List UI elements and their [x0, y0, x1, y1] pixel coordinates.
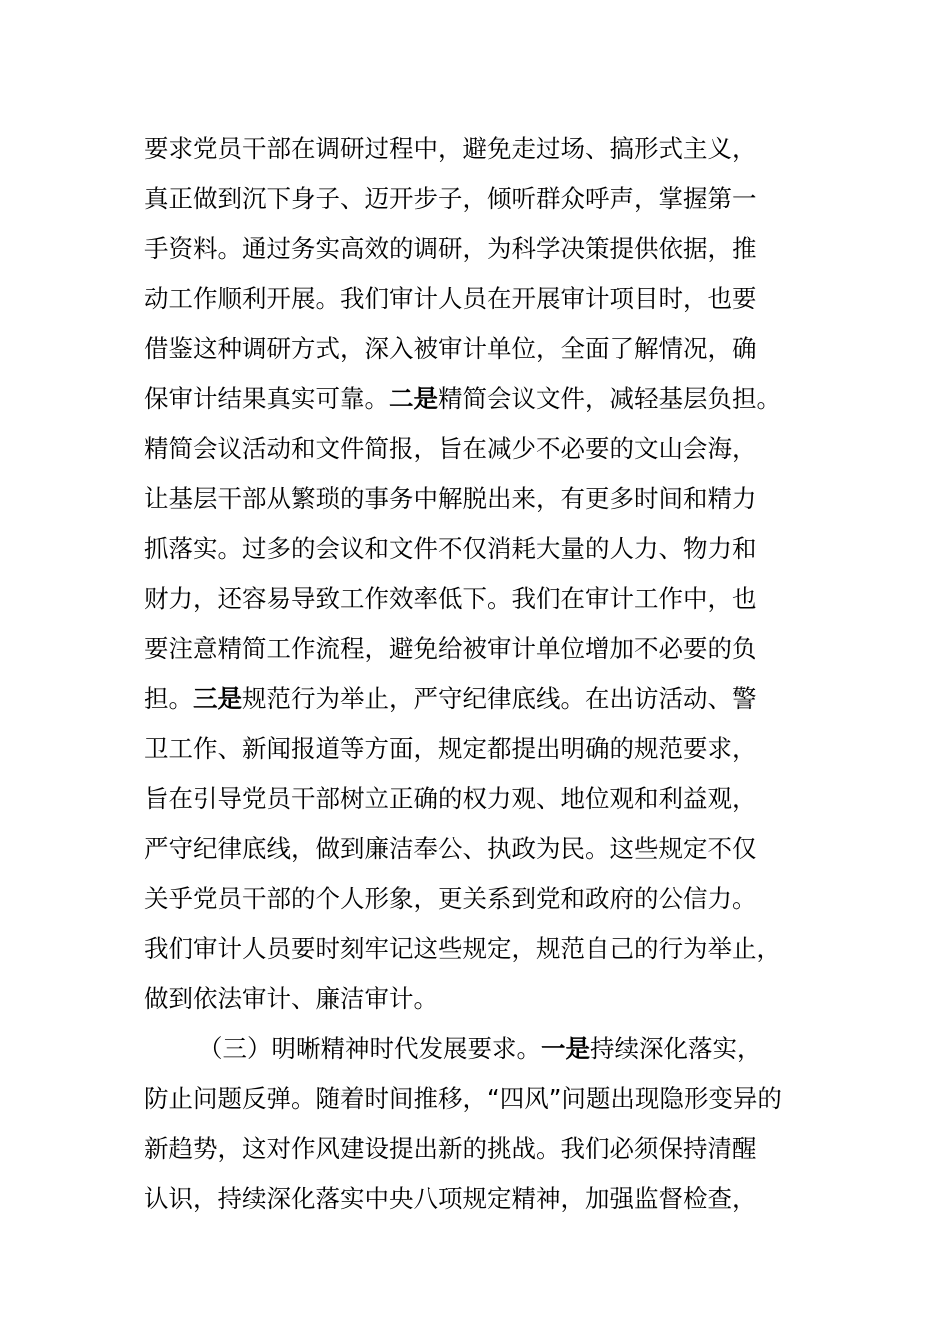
text-line	[144, 224, 809, 274]
text-line	[144, 124, 809, 174]
text-run: 担。	[144, 684, 193, 713]
text-run: 认识，持续深化落实中央八项规定精神，加强监督检查，	[144, 1184, 757, 1213]
text-run: 手资料。通过务实高效的调研，为科学决策提供依据，推	[144, 234, 757, 263]
text-run: 规范行为举止，严守纪律底线。在出访活动、警	[242, 684, 757, 713]
text-line	[144, 174, 809, 224]
text-run: 持续深化落实，	[590, 1034, 762, 1063]
text-run: 财力，还容易导致工作效率低下。我们在审计工作中，也	[144, 584, 757, 613]
bold-keyword: 二是	[389, 384, 438, 413]
text-line	[144, 374, 809, 424]
section-heading-line	[144, 1024, 809, 1074]
text-line	[144, 774, 809, 824]
text-run: 真正做到沉下身子、迈开步子，倾听群众呼声，掌握第一	[144, 184, 757, 213]
text-line	[144, 724, 809, 774]
text-line	[144, 1174, 809, 1224]
text-run: 要求党员干部在调研过程中，避免走过场、搞形式主义，	[144, 134, 757, 163]
text-line	[144, 574, 809, 624]
text-run: 抓落实。过多的会议和文件不仅消耗大量的人力、物力和	[144, 534, 757, 563]
text-line	[144, 424, 809, 474]
text-line	[144, 324, 809, 374]
text-line	[144, 1124, 809, 1174]
text-line	[144, 624, 809, 674]
text-run: 严守纪律底线，做到廉洁奉公、执政为民。这些规定不仅	[144, 834, 757, 863]
text-run: 防止问题反弹。随着时间推移，“四风”问题出现隐形变异的	[144, 1084, 782, 1113]
text-run: 精简会议文件，减轻基层负担。	[438, 384, 781, 413]
text-line	[144, 824, 809, 874]
text-run: 精简会议活动和文件简报，旨在减少不必要的文山会海，	[144, 434, 757, 463]
text-run: 动工作顺利开展。我们审计人员在开展审计项目时，也要	[144, 284, 757, 313]
text-run: 新趋势，这对作风建设提出新的挑战。我们必须保持清醒	[144, 1134, 757, 1163]
body-text	[144, 124, 809, 1224]
text-run: 做到依法审计、廉洁审计。	[144, 984, 438, 1013]
text-line	[144, 474, 809, 524]
text-run: 旨在引导党员干部树立正确的权力观、地位观和利益观，	[144, 784, 757, 813]
text-line	[144, 874, 809, 924]
bold-keyword: 三是	[193, 684, 242, 713]
text-run: 关乎党员干部的个人形象，更关系到党和政府的公信力。	[144, 884, 757, 913]
text-line	[144, 924, 809, 974]
text-line	[144, 1074, 809, 1124]
section-heading: （三）明晰精神时代发展要求。	[198, 1034, 541, 1063]
text-line	[144, 974, 809, 1024]
bold-keyword: 一是	[541, 1034, 590, 1063]
text-run: 让基层干部从繁琐的事务中解脱出来，有更多时间和精力	[144, 484, 757, 513]
text-run: 卫工作、新闻报道等方面，规定都提出明确的规范要求，	[144, 734, 757, 763]
text-run: 借鉴这种调研方式，深入被审计单位，全面了解情况，确	[144, 334, 757, 363]
text-line	[144, 524, 809, 574]
text-run: 保审计结果真实可靠。	[144, 384, 389, 413]
text-line	[144, 674, 809, 724]
text-line	[144, 274, 809, 324]
text-run: 我们审计人员要时刻牢记这些规定，规范自己的行为举止，	[144, 934, 781, 963]
text-run: 要注意精简工作流程，避免给被审计单位增加不必要的负	[144, 634, 757, 663]
